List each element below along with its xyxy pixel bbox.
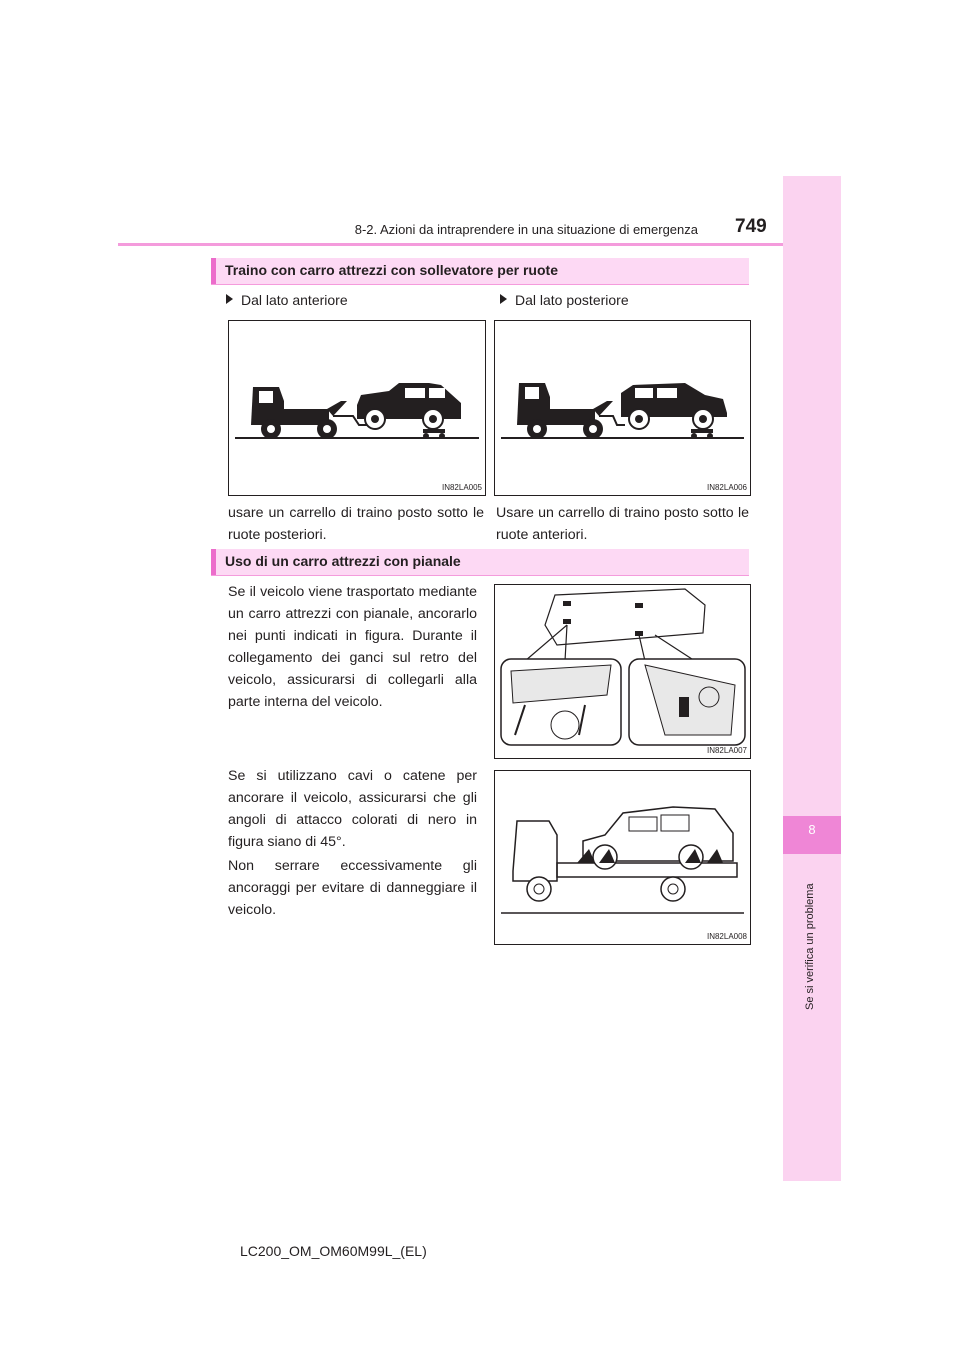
- figure-code: IN82LA006: [706, 483, 747, 492]
- figure-tow-front: [228, 320, 486, 496]
- section-heading-wheel-lift: [211, 258, 749, 285]
- section-heading-flatbed: [211, 549, 749, 576]
- tow-truck-rear-illustration: [495, 321, 750, 495]
- header-divider: [118, 243, 783, 246]
- triangle-bullet-icon: [500, 294, 507, 304]
- page-number: 749: [735, 216, 767, 237]
- figure-code: IN82LA008: [706, 932, 747, 941]
- figure-code: IN82LA005: [441, 483, 482, 492]
- paragraph-flatbed-anchoring: Se il veicolo viene trasportato mediante un carro attrezzi con pianale, ancorarlo nei punti indicati in figura. Durante il collegamento dei ganci sul retro del veicolo, assicurarsi di collegarli alla parte interna del veicolo.: [228, 584, 477, 710]
- flatbed-truck-illustration: [495, 771, 750, 944]
- triangle-bullet-icon: [226, 294, 233, 304]
- header-section-title: 8-2. Azioni da intraprendere in una situazione di emergenza: [354, 222, 698, 237]
- figure-code: IN82LA007: [706, 746, 747, 755]
- paragraph-tightening-warning: Non serrare eccessivamente gli ancoraggi per evitare di danneggiare il veicolo.: [228, 858, 477, 918]
- paragraph-cable-angle: Se si utilizzano cavi o catene per ancorare il veicolo, assicurarsi che gli angoli di attacco colorati di nero in figura siano di 45°.: [228, 768, 477, 850]
- section-title: Traino con carro attrezzi con sollevatore per ruote: [225, 262, 558, 278]
- footer-doc-code: LC200_OM_OM60M99L_(EL): [240, 1243, 427, 1259]
- chapter-title: Se si verifica un problema: [804, 883, 816, 1010]
- section-accent: [211, 258, 216, 284]
- figure-anchor-points: [494, 584, 751, 759]
- figure-flatbed-truck: [494, 770, 751, 945]
- section-title: Uso di un carro attrezzi con pianale: [225, 553, 461, 569]
- section-accent: [211, 549, 216, 575]
- bullet-front: [226, 292, 348, 308]
- caption-front: usare un carrello di traino posto sotto le ruote posteriori.: [228, 505, 484, 543]
- bullet-rear: [500, 292, 629, 308]
- chapter-number: 8: [808, 822, 816, 837]
- chapter-side-tab: [783, 176, 841, 1181]
- caption-rear: Usare un carrello di traino posto sotto le ruote anteriori.: [496, 505, 749, 543]
- anchor-points-illustration: [495, 585, 750, 758]
- bullet-label: Dal lato posteriore: [515, 292, 629, 308]
- bullet-label: Dal lato anteriore: [241, 292, 348, 308]
- figure-tow-rear: [494, 320, 751, 496]
- tow-truck-front-illustration: [229, 321, 485, 495]
